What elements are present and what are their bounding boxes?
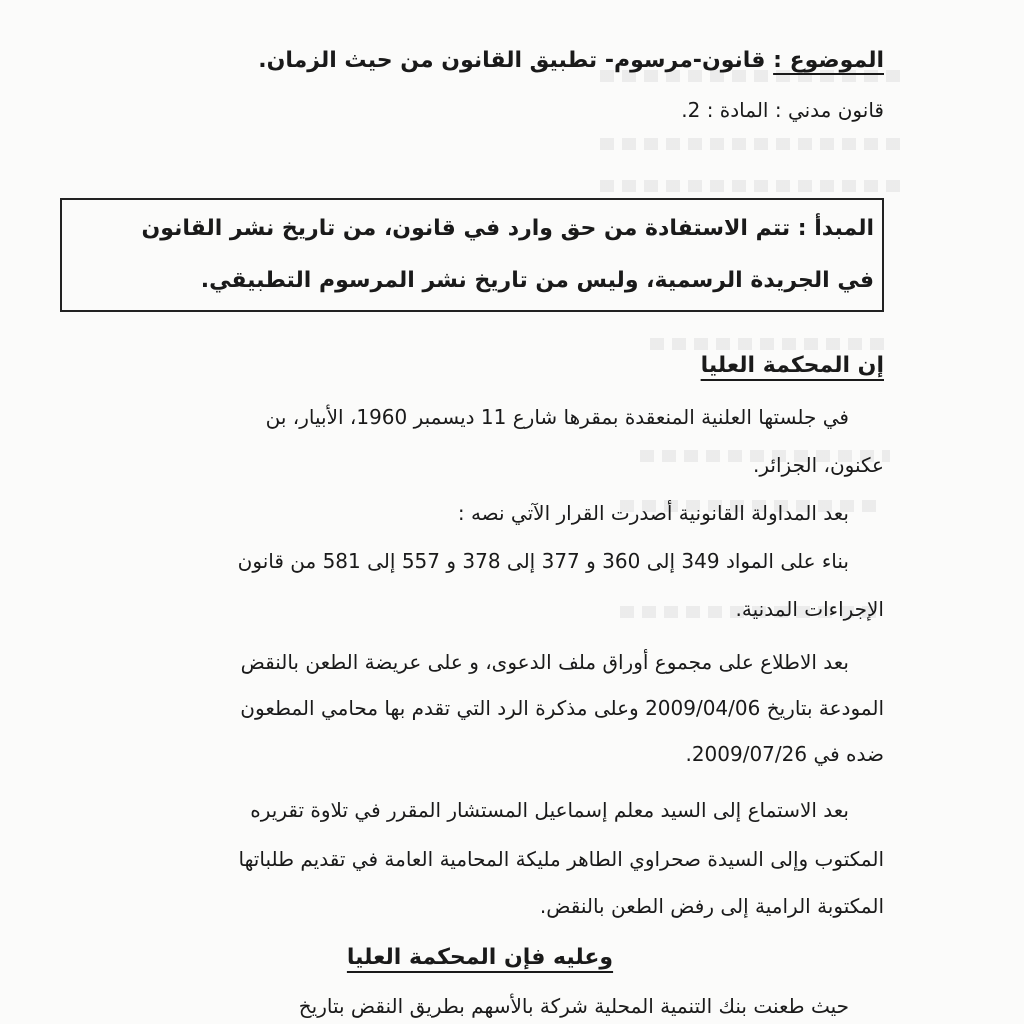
body-line-1: في جلستها العلنية المنعقدة بمقرها شارع 11 ديسمبر 1960، الأبيار، بن: [265, 405, 849, 429]
body-line-2: عكنون، الجزائر.: [753, 453, 884, 477]
subject-text: قانون-مرسوم- تطبيق القانون من حيث الزمان.: [258, 48, 766, 73]
body-line-11: المكتوبة الرامية إلى رفض الطعن بالنقض.: [539, 894, 884, 918]
bleed-through-text: [600, 138, 900, 150]
principle-line-1: المبدأ : تتم الاستفادة من حق وارد في قانون، من تاريخ نشر القانون: [141, 216, 874, 241]
body-line-9: بعد الاستماع إلى السيد معلم إسماعيل المستشار المقرر في تلاوة تقريره: [250, 798, 849, 822]
subject-label: الموضوع :: [773, 48, 884, 73]
body-line-5: الإجراءات المدنية.: [735, 597, 884, 621]
civil-code-reference: قانون مدني : المادة : 2.: [681, 98, 884, 122]
body-line-4: بناء على المواد 349 إلى 360 و 377 إلى 378 و 557 إلى 581 من قانون: [237, 549, 849, 573]
body-line-8: ضده في 2009/07/26.: [685, 742, 884, 766]
bleed-through-text: [650, 338, 890, 350]
body-line-10: المكتوب وإلى السيدة صحراوي الطاهر مليكة المحامية العامة في تقديم طلباتها: [238, 847, 884, 871]
body-line-7: المودعة بتاريخ 2009/04/06 وعلى مذكرة الرد التي تقدم بها محامي المطعون: [240, 696, 884, 720]
body-line-6: بعد الاطلاع على مجموع أوراق ملف الدعوى، و على عريضة الطعن بالنقض: [240, 650, 849, 674]
second-heading: وعليه فإن المحكمة العليا: [346, 945, 614, 970]
last-line: حيث طعنت بنك التنمية المحلية شركة بالأسهم بطريق النقض بتاريخ: [298, 994, 849, 1018]
principle-line-2: في الجريدة الرسمية، وليس من تاريخ نشر المرسوم التطبيقي.: [200, 268, 874, 293]
bleed-through-text: [600, 180, 900, 192]
court-heading: إن المحكمة العليا: [700, 353, 884, 378]
body-line-3: بعد المداولة القانونية أصدرت القرار الآتي نصه :: [457, 501, 849, 525]
subject-line: [124, 50, 884, 72]
